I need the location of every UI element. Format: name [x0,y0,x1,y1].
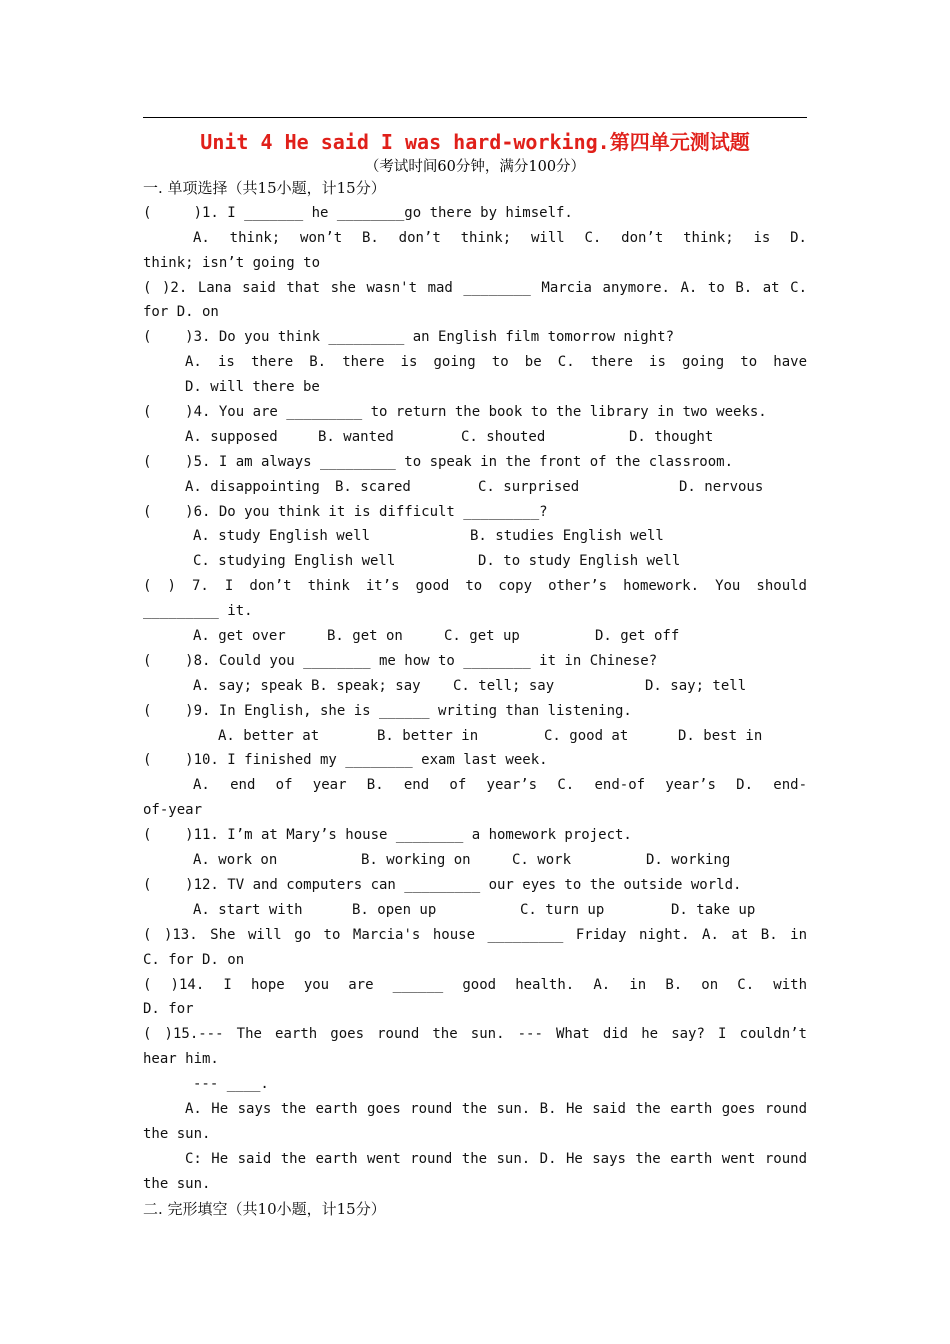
options-line: A. He says the earth goes round the sun. B. He said the earth goes round [185,1100,807,1117]
option-b: B. wanted [318,428,394,445]
option-a: A. better at [218,727,320,744]
question-line: ( )13. She will go to Marcia's house _________ Friday night. A. at B. in [143,926,807,943]
question-line: ( )4. You are _________ to return the book to the library in two weeks. [143,404,767,421]
options-line: of-year [143,802,203,819]
option-b: B. working on [361,852,471,869]
options-line [143,674,807,699]
option-d: D. take up [671,901,756,918]
options-line: D. for [143,1001,194,1018]
option-c: C. turn up [520,901,605,918]
question-line: ( )3. Do you think _________ an English film tomorrow night? [143,329,675,346]
options-line [143,475,807,500]
option-d: D. to study English well [478,553,681,570]
option-c: C. get up [444,628,520,645]
option-b: B. open up [352,901,437,918]
options-line: the sun. [143,1175,211,1192]
exam-body [143,176,807,1221]
option-d: D. working [646,852,731,869]
question-line: --- ____. [193,1076,269,1093]
options-line: think; isn’t going to [143,254,321,271]
option-a: A. disappointing [185,478,320,495]
question-line: ( )12. TV and computers can _________ our eyes to the outside world. [143,876,742,893]
option-d: D. say; tell [645,677,747,694]
question-line: ( )14. I hope you are ______ good health. A. in B. on C. with [143,976,807,993]
question-line: ( )9. In English, she is ______ writing than listening. [143,702,632,719]
question-line: ( )5. I am always _________ to speak in the front of the classroom. [143,453,734,470]
question-line: ( )11. I’m at Mary’s house ________ a homework project. [143,827,632,844]
option-c: C. tell; say [453,677,555,694]
options-line [143,898,807,923]
options-line: for D. on [143,304,219,321]
option-a: A. start with [193,901,303,918]
section-heading: 二. 完形填空（共10小题，计15分） [143,1199,386,1218]
option-d: D. thought [629,428,714,445]
option-b: B. studies English well [470,528,664,545]
option-c: C. good at [544,727,629,744]
option-d: D. get off [595,628,680,645]
option-c: C. surprised [478,478,580,495]
options-line: the sun. [143,1125,211,1142]
options-line [143,524,807,549]
option-ab: A. say; speak B. speak; say [193,677,421,694]
options-line [143,549,807,574]
option-a: A. get over [193,628,286,645]
option-a: A. supposed [185,428,278,445]
question-line: ( )8. Could you ________ me how to ________ it in Chinese? [143,652,658,669]
options-line [143,425,807,450]
option-d: D. best in [678,727,763,744]
options-line [143,848,807,873]
question-line: _________ it. [143,603,253,620]
options-line: C. for D. on [143,951,245,968]
option-a: A. study English well [193,528,371,545]
options-line: A. think; won’t B. don’t think; will C. don’t think; is D. [193,229,807,246]
question-line: ( )6. Do you think it is difficult _________? [143,503,548,520]
option-c: C. work [512,852,572,869]
option-b: B. scared [335,478,411,495]
options-line: D. will there be [185,379,320,396]
question-line: ( )2. Lana said that she wasn't mad ________ Marcia anymore. A. to B. at C. [143,279,807,296]
question-line: ( ) 7. I don’t think it’s good to copy other’s homework. You should [143,578,807,595]
option-c: C. shouted [461,428,546,445]
options-line: C: He said the earth went round the sun. D. He says the earth went round [185,1150,807,1167]
option-b: B. better in [377,727,479,744]
question-line: ( )10. I finished my ________ exam last week. [143,752,548,769]
options-line [143,724,807,749]
option-b: B. get on [327,628,403,645]
exam-info: （考试时间60分钟，满分100分） [364,159,586,175]
page-title: Unit 4 He said I was hard-working.第四单元测试题 [200,130,750,154]
question-line: hear him. [143,1051,219,1068]
options-line: A. is there B. there is going to be C. there is going to have [185,354,807,371]
section-heading: 一. 单项选择（共15小题，计15分） [143,179,386,197]
options-line [143,624,807,649]
options-line: A. end of year B. end of year’s C. end-of year’s D. end- [193,777,807,794]
option-a: A. work on [193,852,278,869]
header-rule [143,117,807,118]
question-line: ( )15.--- The earth goes round the sun. --- What did he say? I couldn’t [143,1026,807,1043]
option-d: D. nervous [679,478,764,495]
question-line: ( )1. I _______ he ________go there by himself. [143,204,573,221]
option-c: C. studying English well [193,553,396,570]
